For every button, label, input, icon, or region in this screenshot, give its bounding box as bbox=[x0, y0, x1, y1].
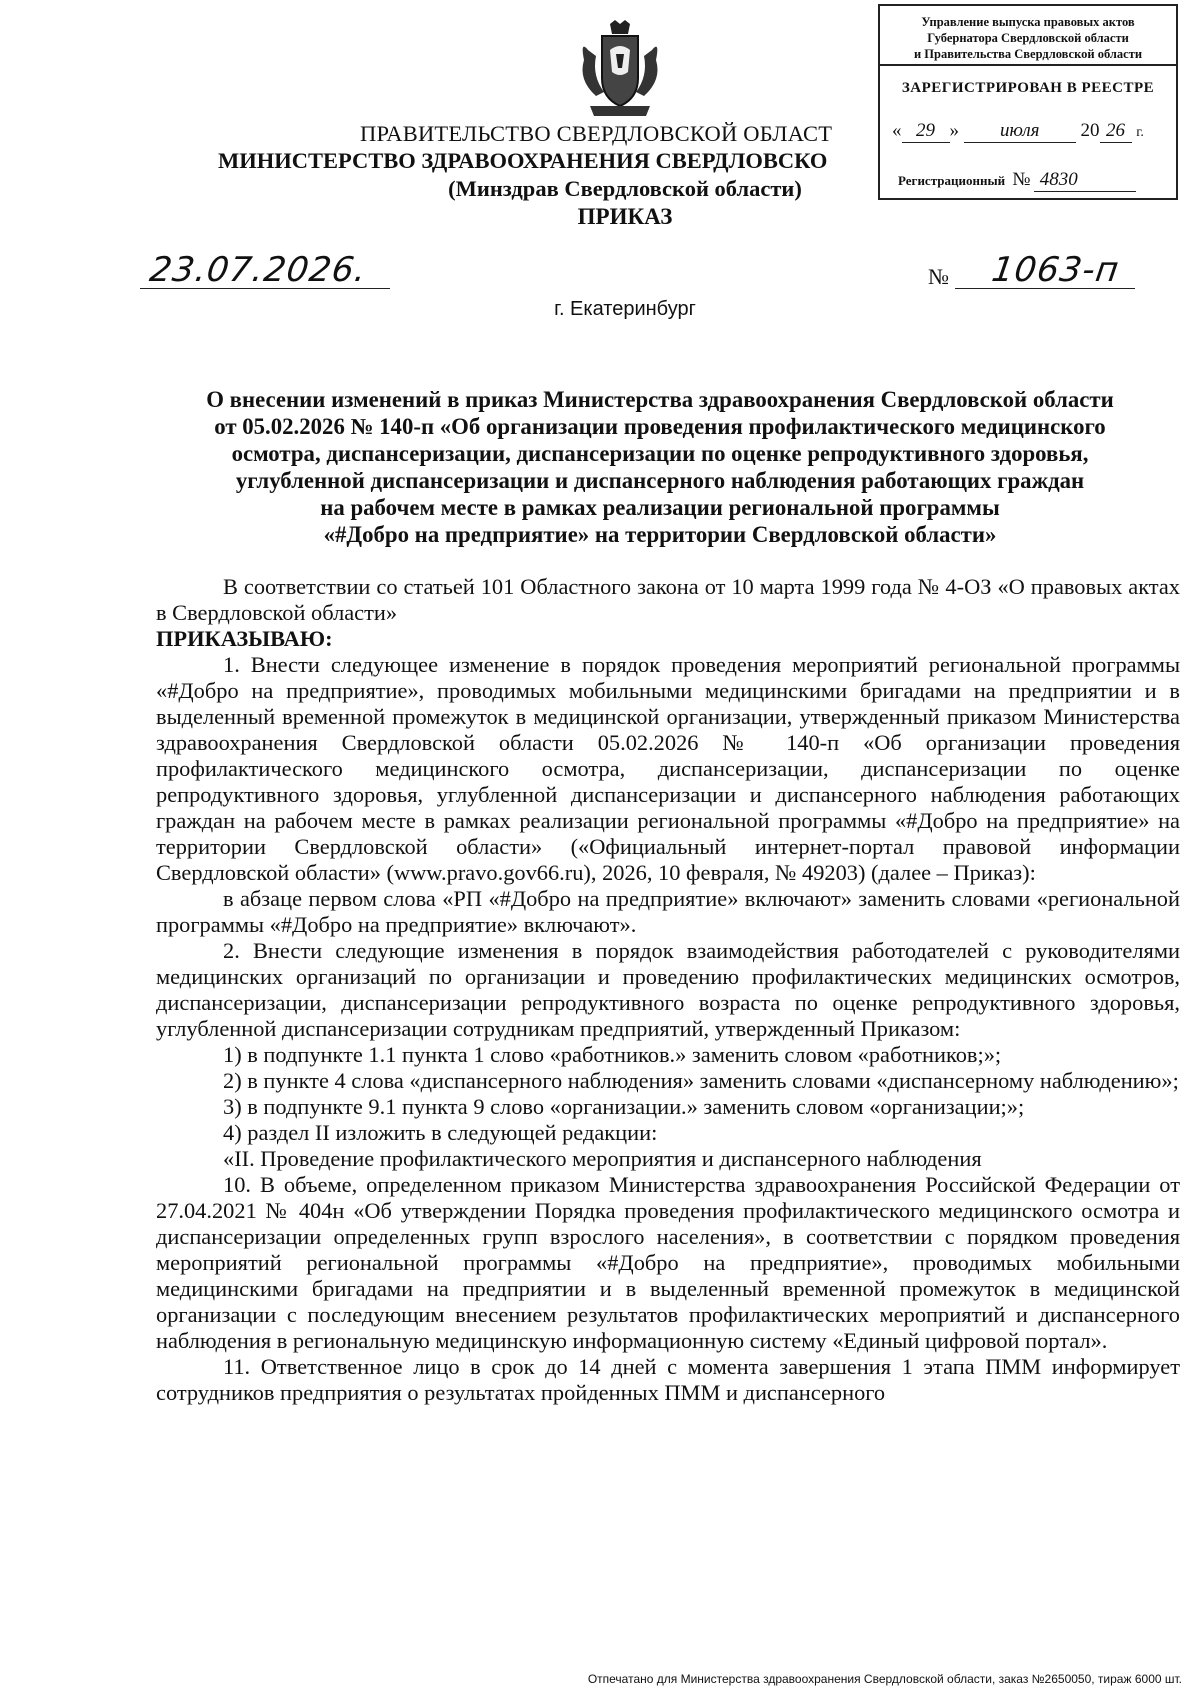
order-number-label: № bbox=[928, 264, 949, 289]
ministry-short-name: (Минздрав Свердловской области) bbox=[448, 176, 802, 201]
stamp-date: « 29 » июля 20 26 г. bbox=[892, 120, 1144, 141]
document-type: ПРИКАЗ bbox=[577, 204, 673, 229]
order-number: 1063-п bbox=[989, 250, 1122, 290]
order-date: 23.07.2026. bbox=[147, 250, 370, 290]
intro-paragraph: В соответствии со статьей 101 Областного закона от 10 марта 1999 года № 4-ОЗ «О правовых актах в Свердловской области» bbox=[156, 574, 1180, 625]
government-heading: ПРАВИТЕЛЬСТВО СВЕРДЛОВСКОЙ ОБЛАСТ bbox=[360, 121, 833, 146]
stamp-month: июля bbox=[964, 120, 1076, 143]
ministry-heading: МИНИСТЕРСТВО ЗДРАВООХРАНЕНИЯ СВЕРДЛОВСКО bbox=[218, 148, 828, 173]
paragraph-2-4: 4) раздел II изложить в следующей редакции: bbox=[223, 1120, 658, 1145]
paragraph-11: 11. Ответственное лицо в срок до 14 дней с момента завершения 1 этапа ПММ информирует сотрудников предприятия о результатах пройденных ПММ и диспансерного bbox=[156, 1354, 1180, 1405]
title-line: углубленной диспансеризации и диспансерного наблюдения работающих граждан bbox=[235, 468, 1085, 493]
paragraph-2-1: 1) в подпункте 1.1 пункта 1 слово «работников.» заменить словом «работников;»; bbox=[223, 1042, 1002, 1067]
paragraph-1a: в абзаце первом слова «РП «#Добро на предприятие» включают» заменить словами «региональной программы «#Добро на предприятие» включают». bbox=[156, 886, 1180, 937]
document-body bbox=[156, 574, 1180, 1406]
coat-of-arms-emblem bbox=[570, 20, 670, 120]
stamp-no-sign: № bbox=[1012, 169, 1031, 190]
paragraph-2-3: 3) в подпункте 9.1 пункта 9 слово «организации.» заменить словом «организации;»; bbox=[223, 1094, 1025, 1119]
date-underline bbox=[140, 288, 390, 289]
section-2-heading: «II. Проведение профилактического мероприятия и диспансерного наблюдения bbox=[223, 1146, 982, 1171]
document-title bbox=[140, 386, 1180, 548]
stamp-year-suffix: 26 bbox=[1100, 120, 1132, 143]
registration-stamp bbox=[878, 4, 1178, 200]
prikazyvayu: ПРИКАЗЫВАЮ: bbox=[156, 626, 333, 651]
stamp-registered-label: ЗАРЕГИСТРИРОВАН В РЕЕСТРЕ bbox=[901, 80, 1155, 96]
stamp-regnum-value: 4830 bbox=[1034, 169, 1136, 192]
stamp-header bbox=[880, 6, 1176, 66]
print-footer: Отпечатано для Министерства здравоохранения Свердловской области, заказ №2650050, тираж 6000 шт. bbox=[587, 1672, 1182, 1686]
stamp-regnum-label: Регистрационный bbox=[898, 173, 1006, 188]
paragraph-2: 2. Внести следующие изменения в порядок взаимодействия работодателей с руководителями медицинских организаций по организации и проведению профилактических медицинских осмотров, диспансеризации, диспансеризации репродуктивного возраста по оценке репродуктивного здоровья, углубленной диспансеризации сотрудникам предприятий, утвержденный Приказом: bbox=[156, 938, 1180, 1041]
stamp-header-line: Губернатора Свердловской области bbox=[927, 31, 1129, 45]
title-line: на рабочем месте в рамках реализации региональной программы bbox=[320, 495, 1000, 520]
number-underline bbox=[955, 288, 1135, 289]
stamp-year-prefix: 20 bbox=[1080, 120, 1100, 141]
title-line: «#Добро на предприятие» на территории Свердловской области» bbox=[323, 522, 997, 547]
stamp-header-line: Управление выпуска правовых актов bbox=[921, 15, 1135, 29]
title-line: О внесении изменений в приказ Министерства здравоохранения Свердловской области bbox=[206, 387, 1114, 412]
paragraph-2-2: 2) в пункте 4 слова «диспансерного наблюдения» заменить словами «диспансерному наблюдению»; bbox=[223, 1068, 1179, 1093]
city: г. Екатеринбург bbox=[554, 298, 696, 320]
title-line: от 05.02.2026 № 140-п «Об организации проведения профилактического медицинского bbox=[214, 414, 1106, 439]
stamp-day: 29 bbox=[902, 120, 950, 143]
title-line: осмотра, диспансеризации, диспансеризации по оценке репродуктивного здоровья, bbox=[231, 441, 1089, 466]
stamp-year-unit: г. bbox=[1136, 125, 1144, 140]
paragraph-1: 1. Внести следующее изменение в порядок проведения мероприятий региональной программы «#Добро на предприятие», проводимых мобильными медицинскими бригадами на предприятии и в выделенный временной промежуток в медицинской организации, утвержденный приказом Министерства здравоохранения Свердловской области 05.02.2026 № 140-п «Об организации проведения профилактического медицинского осмотра, диспансеризации, диспансеризации по оценке репродуктивного здоровья, углубленной диспансеризации и диспансерного наблюдения работающих граждан на рабочем месте в рамках реализации региональной программы «#Добро на предприятие» на территории Свердловской области» («Официальный интернет-портал правовой информации Свердловской области» (www.pravo.gov66.ru), 2026, 10 февраля, № 49203) (далее – Приказ): bbox=[156, 652, 1180, 885]
stamp-header-line: и Правительства Свердловской области bbox=[913, 47, 1143, 61]
paragraph-10: 10. В объеме, определенном приказом Министерства здравоохранения Российской Федерации от 27.04.2021 № 404н «Об утверждении Порядка проведения профилактического медицинского осмотра и диспансеризации определенных групп взрослого населения», в соответствии с порядком проведения мероприятий региональной программы «#Добро на предприятие», проводимых мобильными медицинскими бригадами на предприятии и в выделенный временной промежуток в медицинской организации с последующим внесением результатов профилактических мероприятий и диспансерного наблюдения в региональную медицинскую информационную систему «Единый цифровой портал». bbox=[156, 1172, 1180, 1353]
